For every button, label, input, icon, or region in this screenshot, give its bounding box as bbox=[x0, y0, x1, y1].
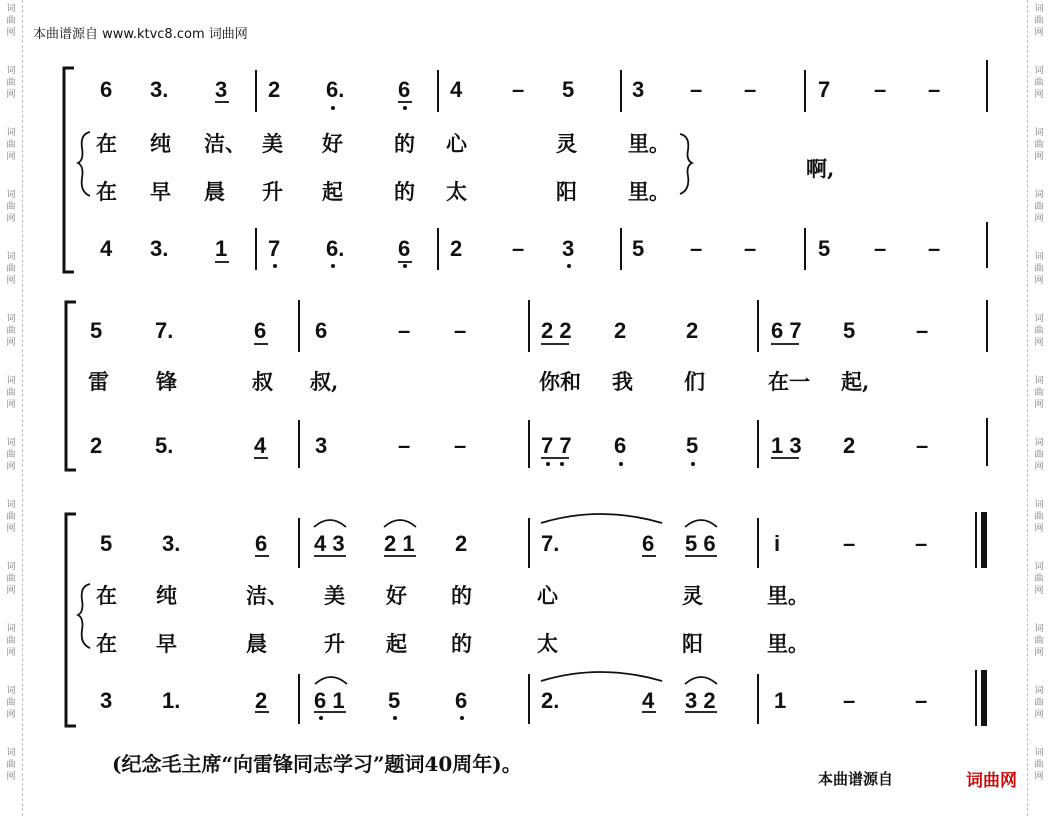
watermark-glyph: 词 bbox=[6, 4, 16, 14]
dash: – bbox=[690, 77, 703, 102]
footer-site-label: 词曲网 bbox=[966, 771, 1017, 791]
watermark-glyph: 网 bbox=[6, 524, 16, 534]
lyric: 升 bbox=[324, 631, 345, 656]
lyric-brace bbox=[78, 584, 90, 648]
lyric: 阳 bbox=[556, 179, 577, 204]
lyric: 早 bbox=[150, 179, 171, 204]
note: 2 2 bbox=[541, 318, 572, 343]
note: 5 bbox=[843, 318, 856, 343]
watermark-glyph: 词 bbox=[1034, 686, 1044, 696]
octave-dot bbox=[546, 462, 550, 466]
lyric: 的 bbox=[394, 131, 415, 156]
note: 6 bbox=[398, 77, 411, 102]
octave-dot bbox=[331, 106, 335, 110]
watermark-glyph: 网 bbox=[6, 152, 16, 162]
watermark-glyph: 曲 bbox=[6, 388, 16, 398]
watermark-glyph: 词 bbox=[1034, 438, 1044, 448]
watermark-glyph: 网 bbox=[1034, 276, 1044, 286]
system-bracket bbox=[64, 68, 74, 272]
watermark-glyph: 曲 bbox=[1034, 512, 1044, 522]
watermark-glyph: 词 bbox=[1034, 748, 1044, 758]
watermark-glyph: 曲 bbox=[1034, 574, 1044, 584]
dash: – bbox=[874, 236, 887, 261]
octave-dot bbox=[403, 264, 407, 268]
lyric: 起 bbox=[322, 179, 343, 204]
watermark-glyph: 曲 bbox=[6, 760, 16, 770]
note: 7 bbox=[818, 77, 831, 102]
note: 6 bbox=[315, 318, 328, 343]
dash: – bbox=[928, 236, 941, 261]
watermark-glyph: 词 bbox=[6, 562, 16, 572]
dash: – bbox=[915, 688, 928, 713]
lyric: 好 bbox=[386, 583, 407, 608]
lyric: 雷 bbox=[88, 369, 109, 394]
system-bracket bbox=[66, 302, 76, 470]
note: 3 2 bbox=[685, 688, 716, 713]
watermark-glyph: 曲 bbox=[6, 326, 16, 336]
footnote: (纪念毛主席“向雷锋同志学习”题词40周年)。 bbox=[112, 752, 522, 776]
slur bbox=[314, 520, 346, 527]
note: 2 bbox=[268, 77, 281, 102]
dash: – bbox=[744, 236, 757, 261]
watermark-glyph: 曲 bbox=[1034, 636, 1044, 646]
watermark-glyph: 曲 bbox=[1034, 78, 1044, 88]
lyric: 洁、 bbox=[246, 583, 288, 608]
watermark-glyph: 网 bbox=[1034, 90, 1044, 100]
lyric-brace bbox=[680, 134, 692, 194]
lyric: 锋 bbox=[156, 369, 177, 394]
dash: – bbox=[916, 433, 929, 458]
note: 7 7 bbox=[541, 433, 572, 458]
watermark-glyph: 网 bbox=[1034, 710, 1044, 720]
watermark-glyph: 网 bbox=[1034, 462, 1044, 472]
note: 6 bbox=[254, 318, 267, 343]
note: 6. bbox=[326, 236, 345, 261]
note: 1 bbox=[774, 688, 787, 713]
watermark-glyph: 曲 bbox=[6, 16, 16, 26]
note: 6 bbox=[614, 433, 627, 458]
octave-dot bbox=[567, 264, 571, 268]
note: 5 bbox=[90, 318, 103, 343]
lyric: 升 bbox=[262, 179, 283, 204]
watermark-glyph: 网 bbox=[1034, 586, 1044, 596]
source-header: 本曲谱源自 www.ktvc8.com 词曲网 bbox=[33, 27, 248, 42]
watermark-glyph: 网 bbox=[6, 462, 16, 472]
note: 6 1 bbox=[314, 688, 345, 713]
watermark-glyph: 网 bbox=[1034, 648, 1044, 658]
note: 2 bbox=[686, 318, 699, 343]
dash: – bbox=[843, 688, 856, 713]
dash: – bbox=[915, 531, 928, 556]
note: 4 bbox=[642, 688, 655, 713]
watermark-glyph: 网 bbox=[1034, 28, 1044, 38]
watermark-glyph: 曲 bbox=[6, 698, 16, 708]
note: 1 bbox=[215, 236, 228, 261]
lyric: 们 bbox=[684, 369, 705, 394]
footer-source-label: 本曲谱源自 bbox=[818, 770, 894, 788]
lyric: 里。 bbox=[628, 179, 670, 204]
watermark-glyph: 曲 bbox=[6, 450, 16, 460]
watermark-glyph: 词 bbox=[6, 128, 16, 138]
slur bbox=[685, 677, 717, 684]
slur bbox=[541, 672, 662, 681]
watermark-glyph: 曲 bbox=[1034, 450, 1044, 460]
lyric: 洁、 bbox=[204, 131, 246, 156]
note: 2. bbox=[541, 688, 560, 713]
watermark-glyph: 词 bbox=[1034, 314, 1044, 324]
watermark-glyph: 曲 bbox=[6, 512, 16, 522]
lyric: 叔, bbox=[310, 369, 339, 394]
watermark-glyph: 曲 bbox=[6, 636, 16, 646]
side-lyric: 啊, bbox=[806, 156, 835, 181]
lyric: 我 bbox=[612, 369, 633, 394]
dash: – bbox=[744, 77, 757, 102]
note: i bbox=[774, 531, 781, 556]
lyric: 叔 bbox=[252, 369, 273, 394]
watermark-glyph: 网 bbox=[6, 276, 16, 286]
watermark-glyph: 词 bbox=[6, 190, 16, 200]
watermark-glyph: 网 bbox=[6, 772, 16, 782]
watermark-glyph: 词 bbox=[6, 314, 16, 324]
lyric: 的 bbox=[451, 583, 472, 608]
note: 7. bbox=[155, 318, 174, 343]
note: 5 bbox=[818, 236, 831, 261]
lyric: 你和 bbox=[539, 369, 581, 394]
note: 3 bbox=[315, 433, 328, 458]
watermark-glyph: 网 bbox=[1034, 772, 1044, 782]
watermark-glyph: 曲 bbox=[1034, 388, 1044, 398]
lyric: 太 bbox=[446, 179, 467, 204]
watermark-glyph: 曲 bbox=[6, 202, 16, 212]
note: 2 bbox=[450, 236, 463, 261]
watermark-glyph: 网 bbox=[6, 710, 16, 720]
note: 6 bbox=[642, 531, 655, 556]
note: 5 6 bbox=[685, 531, 716, 556]
note: 2 bbox=[255, 688, 268, 713]
watermark-glyph: 网 bbox=[6, 400, 16, 410]
lyric: 好 bbox=[322, 131, 343, 156]
watermark-glyph: 词 bbox=[1034, 66, 1044, 76]
octave-dot bbox=[273, 264, 277, 268]
note: 4 3 bbox=[314, 531, 345, 556]
system-bracket bbox=[66, 514, 76, 726]
note: 5 bbox=[562, 77, 575, 102]
octave-dot bbox=[319, 716, 323, 720]
watermark-glyph: 网 bbox=[6, 586, 16, 596]
watermark-glyph: 网 bbox=[6, 648, 16, 658]
watermark-glyph: 网 bbox=[1034, 338, 1044, 348]
note: 1 3 bbox=[771, 433, 802, 458]
lyric: 纯 bbox=[150, 131, 171, 156]
lyric: 美 bbox=[262, 131, 283, 156]
lyric: 太 bbox=[537, 631, 558, 656]
watermark-glyph: 词 bbox=[6, 624, 16, 634]
watermark-glyph: 词 bbox=[1034, 190, 1044, 200]
watermark-glyph: 网 bbox=[6, 28, 16, 38]
lyric: 心 bbox=[446, 131, 467, 156]
dash: – bbox=[916, 318, 929, 343]
note: 4 bbox=[254, 433, 267, 458]
dash: – bbox=[512, 236, 525, 261]
dash: – bbox=[454, 433, 467, 458]
lyric: 在 bbox=[96, 131, 117, 156]
lyric: 晨 bbox=[204, 179, 225, 204]
watermark-glyph: 词 bbox=[6, 66, 16, 76]
watermark-glyph: 网 bbox=[1034, 214, 1044, 224]
watermark-glyph: 曲 bbox=[1034, 698, 1044, 708]
watermark-glyph: 网 bbox=[6, 90, 16, 100]
note: 6 bbox=[100, 77, 113, 102]
lyric: 心 bbox=[537, 583, 558, 608]
watermark-glyph: 词 bbox=[1034, 128, 1044, 138]
watermark-glyph: 词 bbox=[6, 438, 16, 448]
note: 7. bbox=[541, 531, 560, 556]
watermark-glyph: 词 bbox=[6, 748, 16, 758]
note: 6. bbox=[326, 77, 345, 102]
lyric: 的 bbox=[394, 179, 415, 204]
note: 4 bbox=[100, 236, 113, 261]
watermark-glyph: 网 bbox=[6, 338, 16, 348]
note: 3 bbox=[562, 236, 575, 261]
octave-dot bbox=[691, 462, 695, 466]
note: 6 bbox=[455, 688, 468, 713]
note: 5 bbox=[388, 688, 401, 713]
lyric: 里。 bbox=[628, 131, 670, 156]
slur bbox=[384, 520, 416, 527]
watermark-glyph: 词 bbox=[1034, 376, 1044, 386]
lyric: 美 bbox=[324, 583, 345, 608]
watermark-glyph: 曲 bbox=[6, 264, 16, 274]
watermark-glyph: 词 bbox=[6, 500, 16, 510]
octave-dot bbox=[403, 106, 407, 110]
watermark-glyph: 曲 bbox=[6, 140, 16, 150]
note: 7 bbox=[268, 236, 281, 261]
note: 1. bbox=[162, 688, 181, 713]
watermark-glyph: 词 bbox=[6, 376, 16, 386]
watermark-glyph: 曲 bbox=[1034, 16, 1044, 26]
lyric: 在一 bbox=[768, 369, 810, 394]
lyric: 灵 bbox=[556, 131, 577, 156]
note: 5 bbox=[686, 433, 699, 458]
watermark-glyph: 曲 bbox=[1034, 760, 1044, 770]
dash: – bbox=[398, 433, 411, 458]
note: 2 bbox=[614, 318, 627, 343]
dash: – bbox=[928, 77, 941, 102]
watermark-glyph: 网 bbox=[1034, 400, 1044, 410]
watermark-glyph: 词 bbox=[6, 252, 16, 262]
note: 3. bbox=[150, 77, 169, 102]
octave-dot bbox=[460, 716, 464, 720]
dash: – bbox=[690, 236, 703, 261]
lyric-brace bbox=[78, 132, 90, 196]
watermark-glyph: 词 bbox=[6, 686, 16, 696]
dash: – bbox=[843, 531, 856, 556]
lyric: 起 bbox=[386, 631, 407, 656]
note: 6 bbox=[398, 236, 411, 261]
note: 3. bbox=[150, 236, 169, 261]
dash: – bbox=[454, 318, 467, 343]
note: 3 bbox=[215, 77, 228, 102]
lyric: 起, bbox=[841, 369, 870, 394]
note: 5 bbox=[632, 236, 645, 261]
watermark-glyph: 词 bbox=[1034, 562, 1044, 572]
lyric: 里。 bbox=[767, 583, 809, 608]
note: 3 bbox=[100, 688, 113, 713]
note: 2 1 bbox=[384, 531, 415, 556]
note: 6 7 bbox=[771, 318, 802, 343]
watermark-glyph: 曲 bbox=[6, 574, 16, 584]
note: 4 bbox=[450, 77, 463, 102]
note: 3 bbox=[632, 77, 645, 102]
lyric: 在 bbox=[96, 631, 117, 656]
watermark-glyph: 词 bbox=[1034, 624, 1044, 634]
lyric: 的 bbox=[451, 631, 472, 656]
slur bbox=[685, 520, 717, 527]
lyric: 在 bbox=[96, 179, 117, 204]
octave-dot bbox=[393, 716, 397, 720]
note: 5 bbox=[100, 531, 113, 556]
watermark-glyph: 曲 bbox=[1034, 140, 1044, 150]
lyric: 里。 bbox=[767, 631, 809, 656]
watermark-glyph: 曲 bbox=[1034, 326, 1044, 336]
dash: – bbox=[398, 318, 411, 343]
watermark-glyph: 曲 bbox=[6, 78, 16, 88]
lyric: 纯 bbox=[156, 583, 177, 608]
lyric: 在 bbox=[96, 583, 117, 608]
watermark-glyph: 曲 bbox=[1034, 264, 1044, 274]
note: 2 bbox=[455, 531, 468, 556]
watermark-glyph: 网 bbox=[1034, 152, 1044, 162]
slur bbox=[541, 514, 662, 523]
lyric: 晨 bbox=[246, 631, 267, 656]
watermark-glyph: 词 bbox=[1034, 500, 1044, 510]
lyric: 早 bbox=[156, 631, 177, 656]
watermark-glyph: 词 bbox=[1034, 4, 1044, 14]
note: 2 bbox=[90, 433, 103, 458]
lyric: 阳 bbox=[682, 631, 703, 656]
watermark-glyph: 网 bbox=[1034, 524, 1044, 534]
watermark-glyph: 曲 bbox=[1034, 202, 1044, 212]
octave-dot bbox=[619, 462, 623, 466]
dash: – bbox=[512, 77, 525, 102]
octave-dot bbox=[331, 264, 335, 268]
lyric: 灵 bbox=[682, 583, 703, 608]
note: 3. bbox=[162, 531, 181, 556]
note: 6 bbox=[255, 531, 268, 556]
octave-dot bbox=[560, 462, 564, 466]
slur bbox=[315, 677, 347, 684]
watermark-glyph: 词 bbox=[1034, 252, 1044, 262]
note: 5. bbox=[155, 433, 174, 458]
note: 2 bbox=[843, 433, 856, 458]
watermark-glyph: 网 bbox=[6, 214, 16, 224]
dash: – bbox=[874, 77, 887, 102]
